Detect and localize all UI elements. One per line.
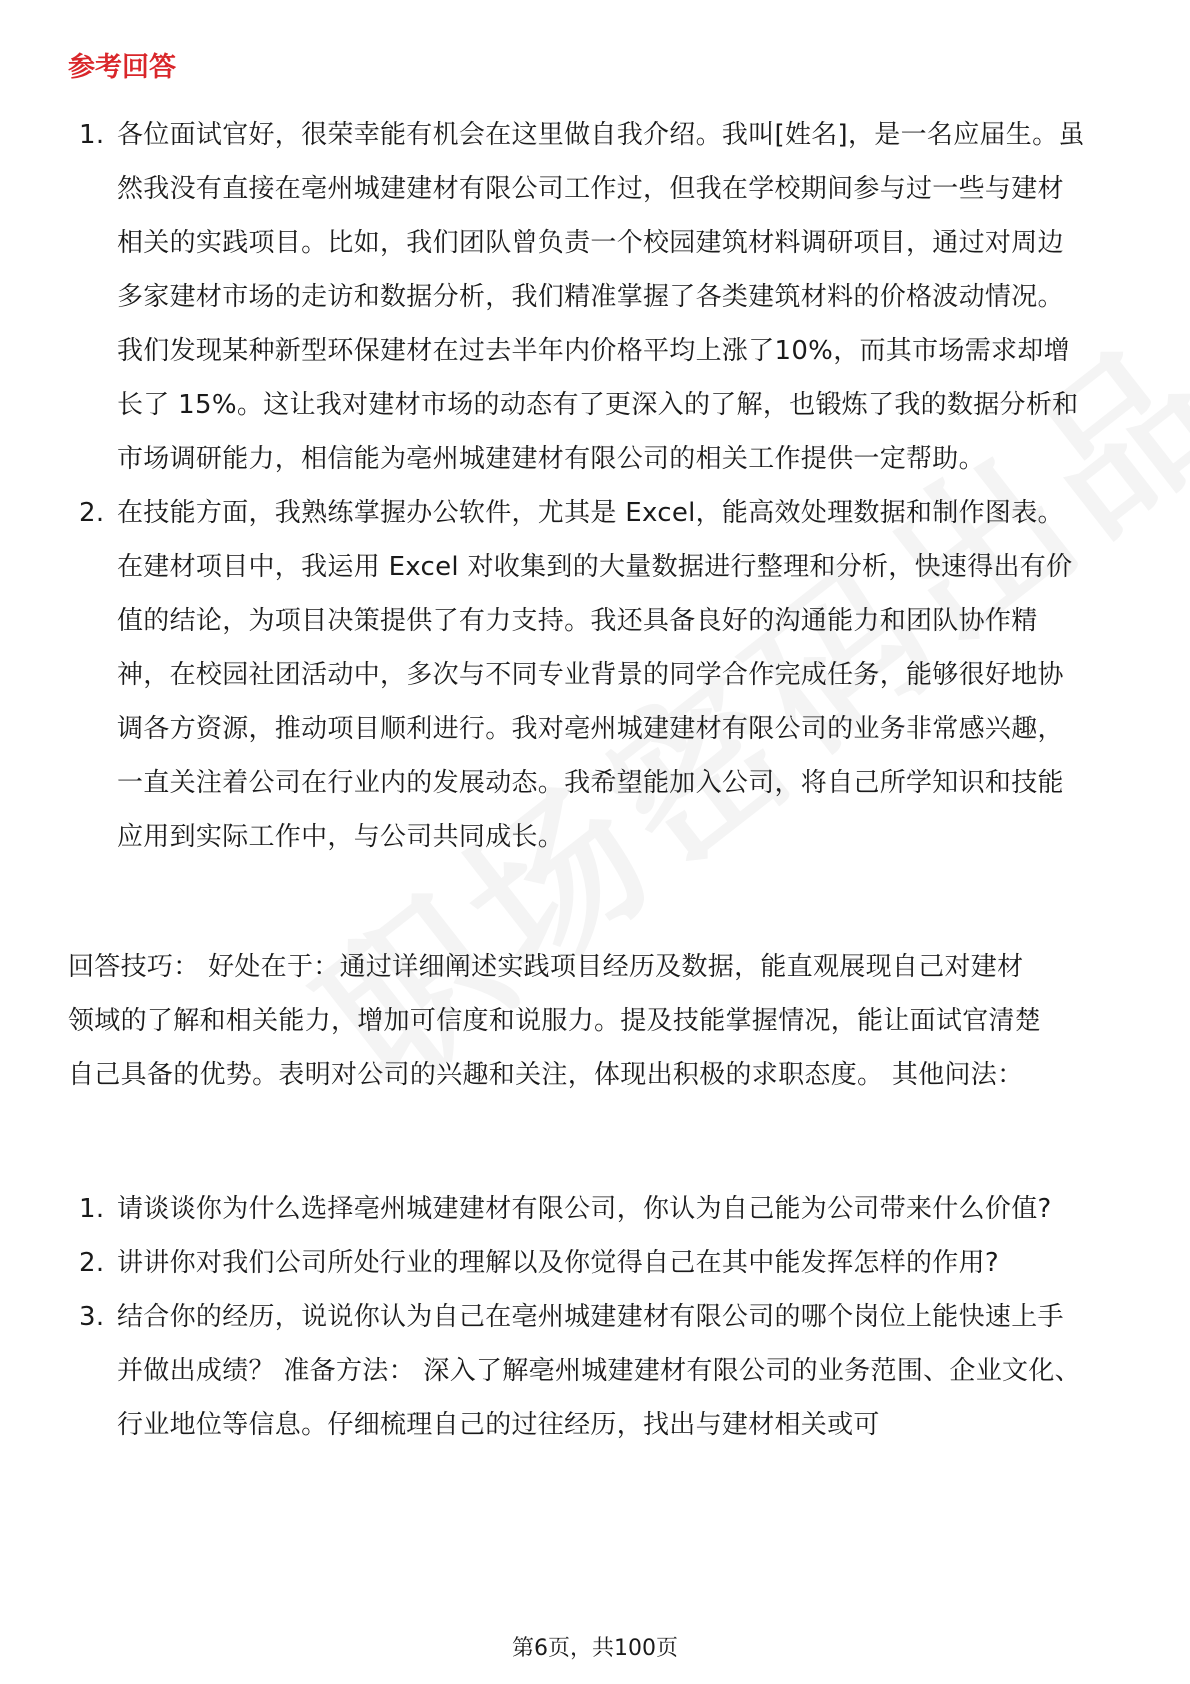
list-item (0, 108, 1190, 486)
list-number: 1. (79, 120, 105, 150)
list-number: 1. (79, 1194, 105, 1224)
list-item-text: 请谈谈你为什么选择亳州城建建材有限公司，你认为自己能为公司带来什么价值? (117, 1194, 1052, 1224)
list-item (0, 1182, 1190, 1236)
list-item-text: 各位面试官好，很荣幸能有机会在这里做自我介绍。我叫[姓名]，是一名应届生。虽然我没有直接在亳州城建建材有限公司工作过，但我在学校期间参与过一些与建材相关的实践项目。比如，我们团队曾负责一个校园建筑材料调研项目，通过对周边多家建材市场的走访和数据分析，我们精准掌握了各类建筑材料的价格波动情况。我们发现某种新型环保建材在过去半年内价格平均上涨了10%，而其市场需求却增长了 15%。这让我对建材市场的动态有了更深入的了解，也锻炼了我的数据分析和市场调研能力，相信能为亳州城建建材有限公司的相关工作提供一定帮助。 (117, 120, 1085, 474)
page-footer: 第6页，共100页 (512, 1636, 678, 1661)
list-number: 3. (79, 1302, 105, 1332)
other-questions-list (0, 1182, 1190, 1452)
section-heading: 参考回答 (68, 52, 176, 83)
list-item (0, 1236, 1190, 1290)
list-item-text: 讲讲你对我们公司所处行业的理解以及你觉得自己在其中能发挥怎样的作用? (117, 1248, 1000, 1278)
answer-list (0, 108, 1190, 864)
list-number: 2. (79, 498, 105, 528)
list-item-text: 在技能方面，我熟练掌握办公软件，尤其是 Excel，能高效处理数据和制作图表。在建材项目中，我运用 Excel 对收集到的大量数据进行整理和分析，快速得出有价值的结论，为项目决策提供了有力支持。我还具备良好的沟通能力和团队协作精神，在校园社团活动中，多次与不同专业背景的同学合作完成任务，能够很好地协调各方资源，推动项目顺利进行。我对亳州城建建材有限公司的业务非常感兴趣，一直关注着公司在行业内的发展动态。我希望能加入公司，将自己所学知识和技能应用到实际工作中，与公司共同成长。 (117, 498, 1073, 852)
list-item (0, 486, 1190, 864)
list-item (0, 1290, 1190, 1452)
list-number: 2. (79, 1248, 105, 1278)
list-item-text: 结合你的经历，说说你认为自己在亳州城建建材有限公司的哪个岗位上能快速上手并做出成绩？ 准备方法： 深入了解亳州城建建材有限公司的业务范围、企业文化、行业地位等信息。仔细梳理自己的过往经历，找出与建材相关或可 (117, 1302, 1081, 1440)
tips-paragraph: 回答技巧： 好处在于：通过详细阐述实践项目经历及数据，能直观展现自己对建材领域的了解和相关能力，增加可信度和说服力。提及技能掌握情况，能让面试官清楚自己具备的优势。表明对公司的兴趣和关注，体现出积极的求职态度。 其他问法： (68, 952, 1042, 1090)
